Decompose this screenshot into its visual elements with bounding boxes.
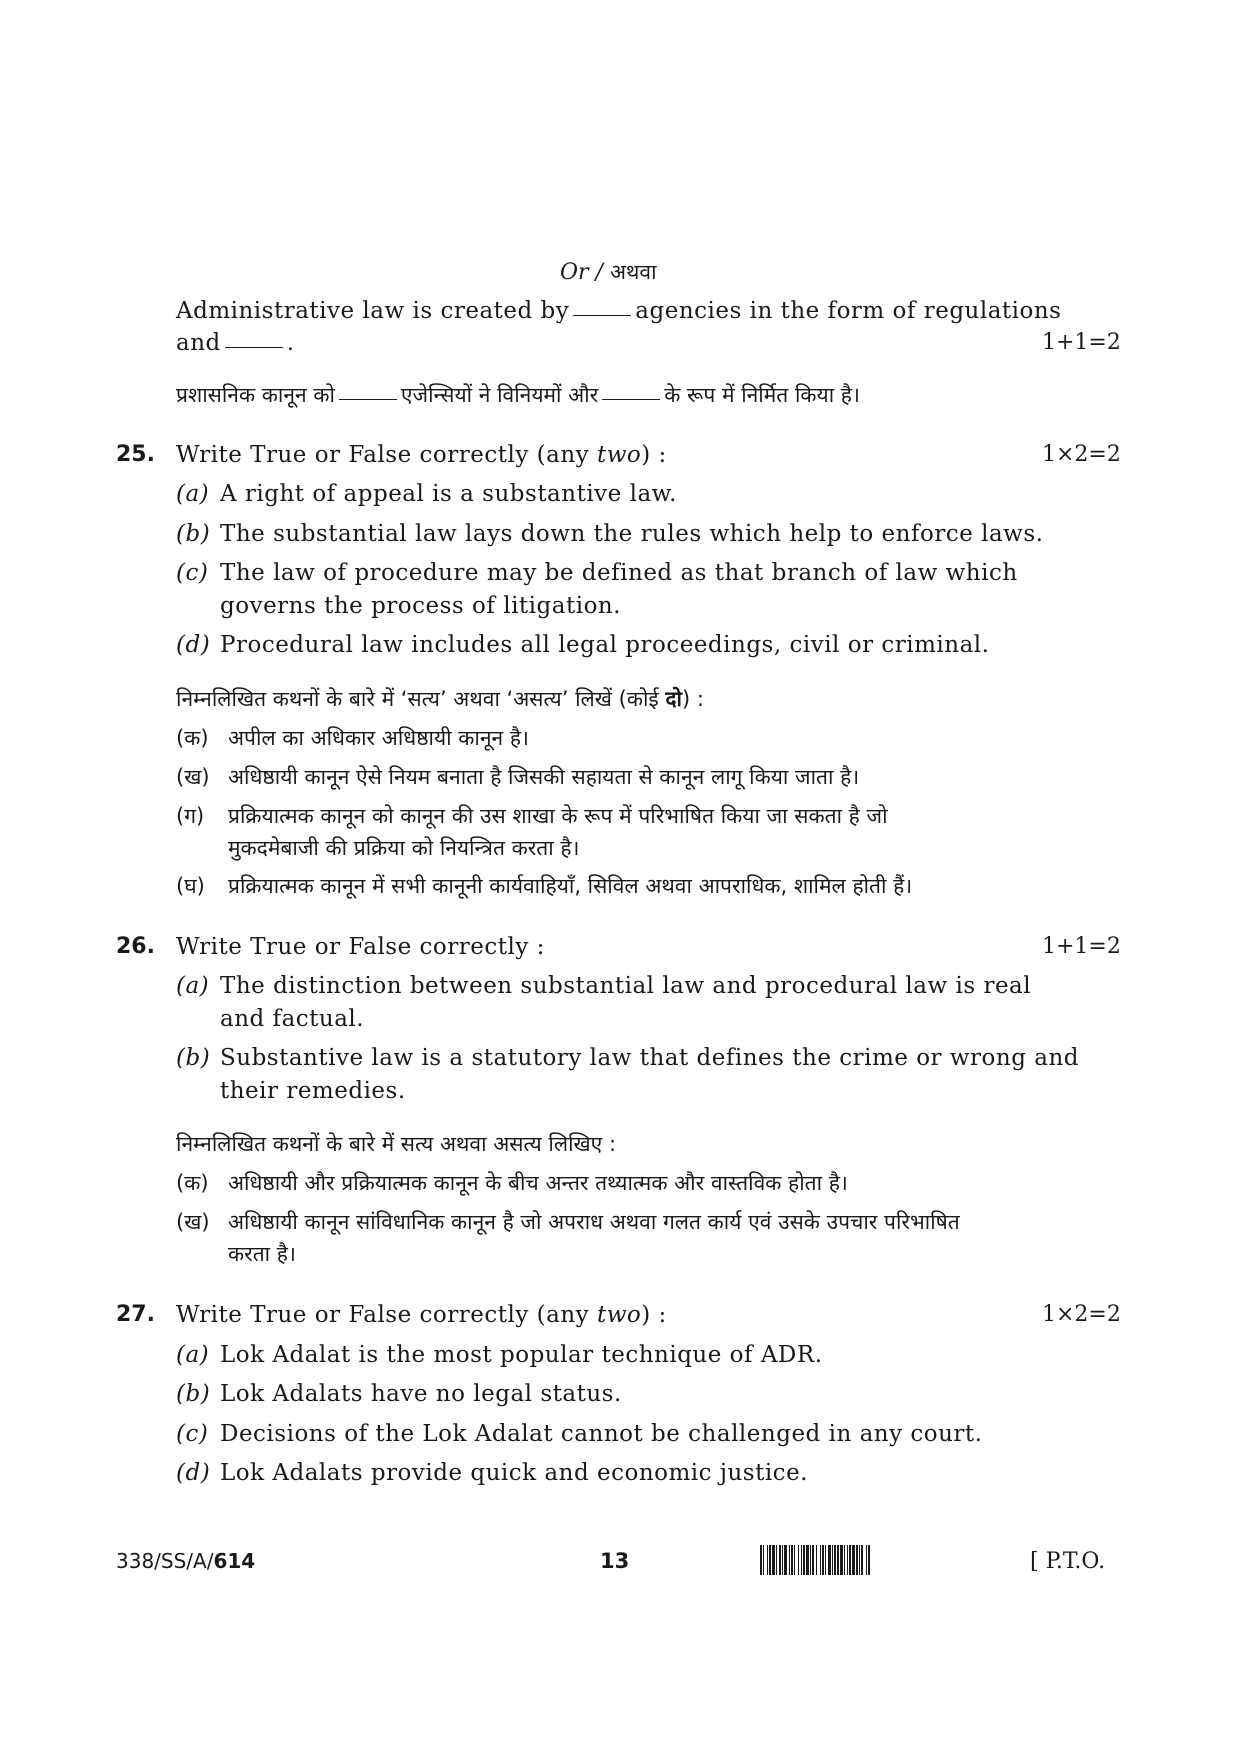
hindi-instruction-part: ) :: [681, 687, 704, 711]
paper-code-number: 614: [213, 1549, 256, 1573]
option-item: [176, 973, 1031, 999]
hindi-option-label: (ख): [176, 1210, 210, 1234]
or-heading-en: Or: [560, 260, 589, 285]
question-number: 26.: [116, 934, 155, 959]
or-heading-hi: अथवा: [609, 260, 657, 284]
paper-code: [116, 1549, 255, 1573]
or-question-text-a: Administrative law is created by: [176, 298, 570, 324]
option-label: (a): [176, 1342, 210, 1368]
hindi-option-text: अपील का अधिकार अधिष्ठायी कानून है।: [228, 726, 529, 750]
option-label: (a): [176, 973, 210, 999]
hindi-option-item: [176, 802, 888, 830]
hindi-option-item: [176, 763, 859, 791]
hindi-option-text: प्रक्रियात्मक कानून को कानून की उस शाखा के रूप में परिभाषित किया जा सकता है जो: [228, 804, 888, 828]
option-text-continued: and factual.: [220, 1006, 365, 1032]
hindi-option-text: अधिष्ठायी कानून सांविधानिक कानून है जो अपराध अथवा गलत कार्य एवं उसके उपचार परिभाषित: [228, 1210, 960, 1234]
hindi-instruction-emphasis: दो: [665, 687, 682, 711]
hindi-instruction-part: निम्नलिखित कथनों के बारे में ‘सत्य’ अथवा ‘असत्य’ लिखें (कोई: [176, 687, 666, 711]
or-question-hi-b: एजेन्सियों ने विनियमों और: [400, 383, 599, 407]
question-marks: 1×2=2: [1042, 1302, 1121, 1327]
option-item: [176, 481, 677, 507]
question-text-part: ) :: [641, 1302, 667, 1328]
option-item: [176, 1381, 622, 1407]
hindi-option-text-continued: मुकदमेबाजी की प्रक्रिया को नियन्त्रित करता है।: [228, 836, 580, 860]
answer-blank: [602, 398, 660, 400]
or-question-hi-c: के रूप में निर्मित किया है।: [664, 383, 860, 407]
option-item: [176, 1342, 823, 1368]
option-text-continued: their remedies.: [220, 1078, 406, 1104]
hindi-option-item: [176, 724, 529, 752]
question-text: Write True or False correctly :: [176, 934, 545, 960]
option-label: (d): [176, 632, 211, 658]
option-text: Substantive law is a statutory law that defines the crime or wrong and: [220, 1045, 1079, 1071]
option-item: [176, 1421, 983, 1447]
hindi-option-label: (ख): [176, 765, 210, 789]
hindi-option-text-continued: करता है।: [228, 1242, 296, 1266]
option-item: [176, 560, 1018, 586]
or-question-marks: 1+1=2: [1042, 330, 1121, 355]
question-number: 27.: [116, 1302, 155, 1327]
hindi-option-text: अधिष्ठायी कानून ऐसे नियम बनाता है जिसकी सहायता से कानून लागू किया जाता है।: [228, 765, 860, 789]
or-question-text-d: .: [286, 330, 295, 356]
answer-blank: [339, 398, 397, 400]
hindi-option-label: (घ): [176, 874, 205, 898]
or-question-text-c: and: [176, 330, 221, 356]
answer-blank: [573, 314, 631, 316]
pto-label: [ P.T.O.: [1030, 1549, 1106, 1574]
option-text: The substantial law lays down the rules which help to enforce laws.: [220, 521, 1044, 547]
hindi-option-label: (क): [176, 726, 209, 750]
question-text-part: Write True or False correctly (any: [176, 1302, 597, 1328]
option-text-continued: governs the process of litigation.: [220, 593, 622, 619]
question-text-part: Write True or False correctly (any: [176, 442, 597, 468]
option-item: [176, 1460, 808, 1486]
or-heading-sep: /: [588, 260, 610, 285]
page-number: 13: [600, 1549, 630, 1573]
question-text: [176, 442, 667, 468]
question-marks: 1+1=2: [1042, 934, 1121, 959]
question-text-emphasis: two: [596, 1302, 642, 1328]
or-question-hindi: [176, 381, 860, 409]
option-text: The distinction between substantial law and procedural law is real: [220, 973, 1032, 999]
or-question-line1: [176, 298, 1061, 324]
or-question-text-b: agencies in the form of regulations: [635, 298, 1062, 324]
or-question-line2: [176, 330, 295, 356]
option-item: [176, 521, 1044, 547]
option-text: Decisions of the Lok Adalat cannot be challenged in any court.: [220, 1421, 983, 1447]
hindi-option-item: [176, 872, 912, 900]
option-label: (a): [176, 481, 210, 507]
option-text: Lok Adalat is the most popular technique of ADR.: [220, 1342, 823, 1368]
barcode-gap: [870, 1545, 871, 1575]
hindi-option-label: (क): [176, 1171, 209, 1195]
hindi-option-label: (ग): [176, 804, 205, 828]
option-text: Lok Adalats provide quick and economic justice.: [220, 1460, 808, 1486]
option-label: (b): [176, 1381, 211, 1407]
hindi-option-text: प्रक्रियात्मक कानून में सभी कानूनी कार्यवाहियाँ, सिविल अथवा आपराधिक, शामिल होती हैं।: [228, 874, 913, 898]
question-text-part: ) :: [641, 442, 667, 468]
question-number: 25.: [116, 442, 155, 467]
hindi-option-item: [176, 1169, 848, 1197]
hindi-option-item: [176, 1208, 960, 1236]
paper-code-prefix: 338/SS/A/: [116, 1549, 214, 1573]
or-heading: [560, 258, 657, 286]
option-text: Lok Adalats have no legal status.: [220, 1381, 622, 1407]
option-label: (b): [176, 1045, 211, 1071]
option-label: (b): [176, 521, 211, 547]
option-text: A right of appeal is a substantive law.: [220, 481, 677, 507]
option-label: (d): [176, 1460, 211, 1486]
hindi-instruction: [176, 685, 704, 713]
barcode-image: [760, 1545, 1015, 1575]
option-item: [176, 1045, 1079, 1071]
option-label: (c): [176, 560, 209, 586]
option-text: Procedural law includes all legal proceedings, civil or criminal.: [220, 632, 990, 658]
option-item: [176, 632, 989, 658]
question-text-emphasis: two: [596, 442, 642, 468]
option-text: The law of procedure may be defined as that branch of law which: [220, 560, 1018, 586]
question-text: [176, 1302, 667, 1328]
hindi-option-text: अधिष्ठायी और प्रक्रियात्मक कानून के बीच अन्तर तथ्यात्मक और वास्तविक होता है।: [228, 1171, 848, 1195]
option-label: (c): [176, 1421, 209, 1447]
hindi-instruction: निम्नलिखित कथनों के बारे में सत्य अथवा असत्य लिखिए :: [176, 1132, 617, 1156]
answer-blank: [225, 346, 283, 348]
or-question-hi-a: प्रशासनिक कानून को: [176, 383, 335, 407]
question-marks: 1×2=2: [1042, 442, 1121, 467]
